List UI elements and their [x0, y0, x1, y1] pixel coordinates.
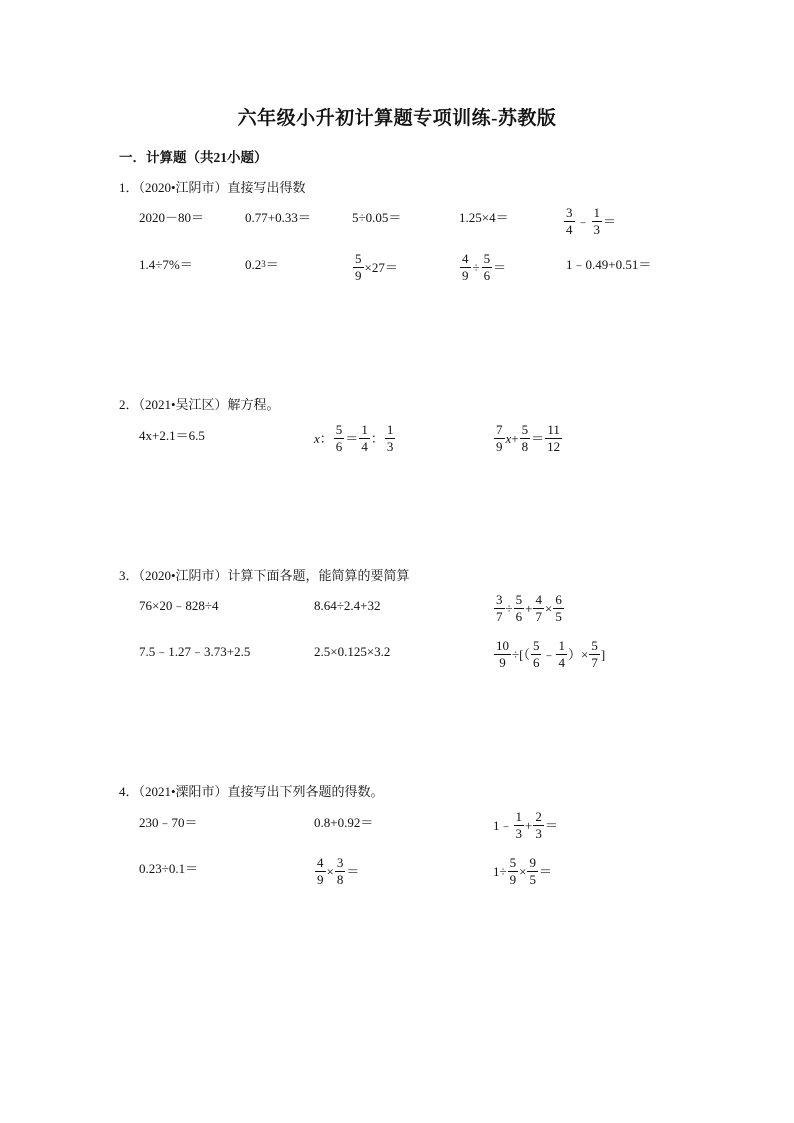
q1-item-2: 0.77+0.33＝: [245, 210, 311, 225]
fraction: $\frac{11}{12}$: [547, 422, 561, 454]
fraction: $\frac{1}{3}$: [386, 422, 394, 454]
fraction: $\frac{7}{9}$: [496, 422, 503, 454]
q3-item-3: $\frac{3}{7}$ ÷ $\frac{5}{6}$ + $\frac{4}{7}$ × $\frac{6}{5}$: [496, 592, 562, 624]
fraction: $\frac{5}{6}$: [515, 592, 523, 624]
q2-item-1: 4x+2.1＝6.5: [139, 428, 205, 443]
fraction: $\frac{3}{8}$: [336, 855, 344, 887]
question-2-heading: 2．（2021•吴江区）解方程。: [119, 397, 280, 412]
fraction: $\frac{1}{3}$: [515, 809, 523, 841]
q4-item-1: 230﹣70＝: [139, 815, 198, 830]
q3-item-2: 8.64÷2.4+32: [314, 598, 381, 613]
question-1-heading: 1．（2020•江阴市）直接写出得数: [119, 180, 306, 195]
q3-item-6: $\frac{10}{9}$ ÷[（ $\frac{5}{6}$ ﹣ $\frac{1}{4}$ ）× $\frac{5}{7}$ ]: [496, 638, 606, 670]
q4-item-4: 0.23÷0.1＝: [139, 861, 199, 876]
fraction: $\frac{3}{4}$: [566, 205, 573, 237]
fraction: $\frac{2}{3}$: [535, 809, 542, 841]
q1-item-4: 1.25×4＝: [459, 210, 509, 225]
q4-item-6: 1÷ $\frac{5}{9}$ × $\frac{9}{5}$ ＝: [493, 855, 552, 887]
q4-item-5: $\frac{4}{9}$ × $\frac{3}{8}$ ＝: [317, 855, 360, 887]
q4-item-3: 1﹣ $\frac{1}{3}$ + $\frac{2}{3}$ ＝: [493, 809, 558, 841]
fraction: $\frac{4}{7}$: [535, 592, 542, 624]
fraction: $\frac{5}{8}$: [521, 422, 529, 454]
q2-item-2: x ： $\frac{5}{6}$ ＝ $\frac{1}{4}$ ： $\frac{1}{3}$: [314, 422, 394, 454]
q1-item-3: 5÷0.05＝: [352, 210, 402, 225]
fraction: $\frac{1}{3}$: [593, 205, 601, 237]
q1-item-9: $\frac{4}{9}$ ÷ $\frac{5}{6}$ ＝: [462, 251, 507, 283]
q4-item-2: 0.8+0.92＝: [314, 815, 374, 830]
q2-item-3: $\frac{7}{9}$ x + $\frac{5}{8}$ ＝ $\frac{11}{12}$: [496, 422, 561, 454]
q1-item-8: $\frac{5}{9}$ ×27＝: [355, 251, 398, 283]
page-title: 六年级小升初计算题专项训练-苏教版: [237, 108, 557, 129]
fraction: $\frac{1}{4}$: [558, 638, 565, 670]
section-heading: 一．计算题（共21小题）: [119, 150, 268, 165]
fraction: $\frac{3}{7}$: [496, 592, 503, 624]
fraction: $\frac{5}{6}$: [483, 251, 491, 283]
q1-item-1: 2020－80＝: [139, 210, 205, 225]
q3-item-5: 2.5×0.125×3.2: [314, 644, 391, 659]
fraction: $\frac{5}{7}$: [591, 638, 598, 670]
fraction: $\frac{4}{9}$: [462, 251, 469, 283]
q1-item-5: $\frac{3}{4}$ ﹣ $\frac{1}{3}$ ＝: [566, 205, 617, 237]
fraction: $\frac{10}{9}$: [496, 638, 509, 670]
fraction: $\frac{5}{6}$: [335, 422, 343, 454]
fraction: $\frac{1}{4}$: [361, 422, 368, 454]
question-3-heading: 3．（2020•江阴市）计算下面各题，能简算的要简算: [119, 568, 410, 583]
fraction: $\frac{4}{9}$: [317, 855, 324, 887]
q1-item-7: 0.2 3 ＝: [245, 257, 279, 272]
fraction: $\frac{5}{6}$: [532, 638, 540, 670]
question-4-heading: 4．（2021•溧阳市）直接写出下列各题的得数。: [119, 784, 384, 799]
q1-item-6: 1.4÷7%＝: [139, 257, 193, 272]
q3-item-1: 76×20﹣828÷4: [139, 598, 219, 613]
q3-item-4: 7.5﹣1.27﹣3.73+2.5: [139, 644, 251, 659]
fraction: $\frac{6}{5}$: [555, 592, 562, 624]
q1-item-10: 1﹣0.49+0.51＝: [566, 257, 652, 272]
fraction: $\frac{5}{9}$: [355, 251, 362, 283]
fraction: $\frac{5}{9}$: [509, 855, 517, 887]
fraction: $\frac{9}{5}$: [529, 855, 536, 887]
